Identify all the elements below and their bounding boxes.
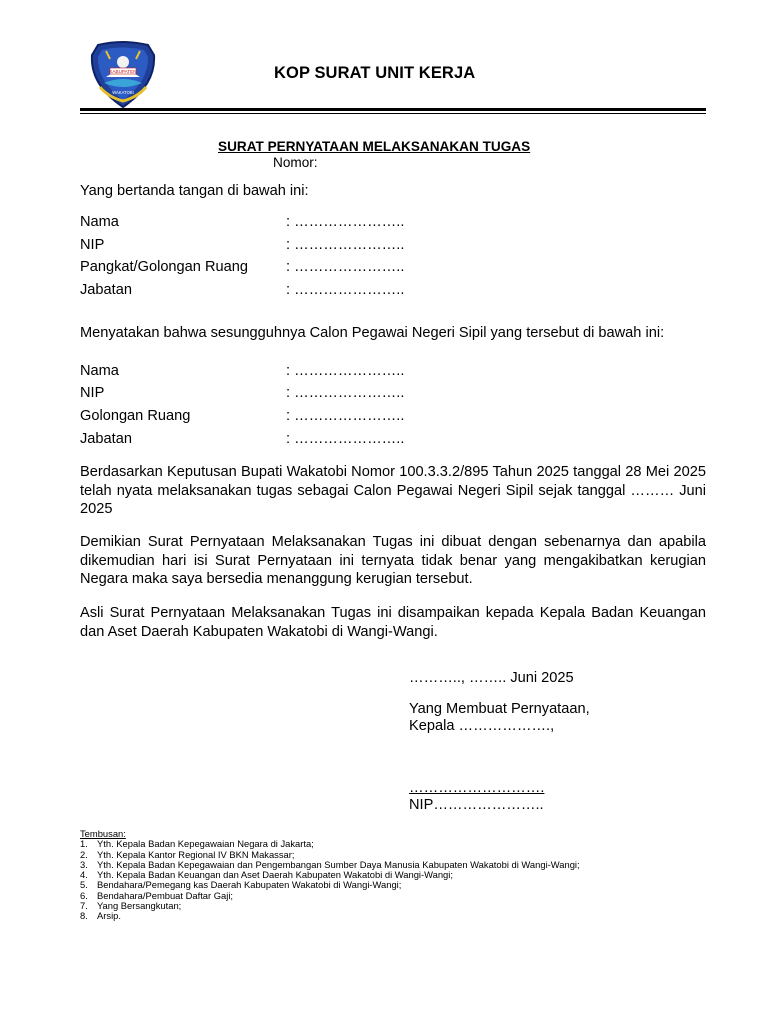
list-number: 7. bbox=[80, 900, 88, 912]
position-line: Kepala ………………., bbox=[409, 718, 555, 734]
list-text: Yth. Kepala Badan Kepegawaian Negara di Jakarta; bbox=[97, 838, 314, 850]
letterhead-rule-thick bbox=[80, 108, 706, 111]
list-number: 4. bbox=[80, 869, 88, 881]
list-number: 8. bbox=[80, 910, 88, 922]
crest-bottom-text: WAKATOBI bbox=[112, 90, 134, 95]
signer-nip-value: : ………………….. bbox=[286, 237, 405, 253]
regency-crest-icon bbox=[88, 41, 158, 109]
list-text: Yth. Kepala Kantor Regional IV BKN Makassar; bbox=[97, 848, 295, 860]
cpns-nip-label: NIP bbox=[80, 385, 105, 401]
maker-label: Yang Membuat Pernyataan, bbox=[409, 701, 590, 717]
list-number: 2. bbox=[80, 848, 88, 860]
list-text: Bendahara/Pemegang kas Daerah Kabupaten Wakatobi di Wangi-Wangi; bbox=[97, 879, 402, 891]
list-text: Yth. Kepala Badan Keuangan dan Aset Daerah Kabupaten Wakatobi di Wangi-Wangi; bbox=[97, 869, 453, 881]
list-item bbox=[80, 901, 580, 911]
cpns-name-value: : ………………….. bbox=[286, 363, 405, 379]
list-number: 6. bbox=[80, 889, 88, 901]
signer-name-value: : ………………….. bbox=[286, 214, 405, 230]
signer-position-value: : ………………….. bbox=[286, 282, 405, 298]
letterhead-rule-thin bbox=[80, 113, 706, 114]
list-number: 3. bbox=[80, 858, 88, 870]
crest-banner-text: KABUPATEN bbox=[109, 68, 137, 74]
cpns-rank-label: Golongan Ruang bbox=[80, 408, 191, 424]
signer-rank-value: : ………………….. bbox=[286, 259, 405, 275]
signer-name-label: Nama bbox=[80, 214, 119, 230]
letterhead-title: KOP SURAT UNIT KERJA bbox=[274, 64, 476, 82]
original-copy-paragraph: Asli Surat Pernyataan Melaksanakan Tugas ini disampaikan kepada Kepala Badan Keuangan dan Aset Daerah Kabupaten Wakatobi di Wangi-Wangi. bbox=[80, 605, 706, 640]
declaration-paragraph: Demikian Surat Pernyataan Melaksanakan Tugas ini dibuat dengan sebenarnya dan apabila dikemudian hari isi Surat Pernyataan ini ternyata tidak benar yang mengakibatkan kerugian Negara maka saya bersedia menanggung kerugian tersebut. bbox=[80, 534, 706, 587]
list-item bbox=[80, 911, 580, 921]
list-number: 5. bbox=[80, 879, 88, 891]
statement-text: Menyatakan bahwa sesungguhnya Calon Pegawai Negeri Sipil yang tersebut di bawah ini: bbox=[80, 325, 665, 341]
signer-rank-label: Pangkat/Golongan Ruang bbox=[80, 259, 248, 275]
cpns-name-label: Nama bbox=[80, 363, 119, 379]
list-text: Arsip. bbox=[97, 910, 121, 922]
signer-position-label: Jabatan bbox=[80, 282, 132, 298]
decision-paragraph: Berdasarkan Keputusan Bupati Wakatobi Nomor 100.3.3.2/895 Tahun 2025 tanggal 28 Mei 2025 telah nyata melaksanakan tugas sebagai Calon Pegawai Negeri Sipil sejak tanggal ……… Juni 2025 bbox=[80, 464, 706, 517]
intro-text: Yang bertanda tangan di bawah ini: bbox=[80, 183, 309, 199]
signature-nip-line: NIP………………….. bbox=[409, 797, 544, 813]
signature-name-line: ………………………. bbox=[409, 780, 545, 796]
list-number: 1. bbox=[80, 838, 88, 850]
cpns-position-value: : ………………….. bbox=[286, 431, 405, 447]
list-text: Yth. Kepala Badan Kepegawaian dan Pengembangan Sumber Daya Manusia Kabupaten Wakatobi di Wangi-Wangi; bbox=[97, 858, 580, 870]
list-text: Yang Bersangkutan; bbox=[97, 900, 182, 912]
letter-number: Nomor: bbox=[273, 155, 318, 170]
cpns-position-label: Jabatan bbox=[80, 431, 132, 447]
letter-title: SURAT PERNYATAAN MELAKSANAKAN TUGAS bbox=[218, 139, 531, 154]
cpns-nip-value: : ………………….. bbox=[286, 385, 405, 401]
carbon-copy-list bbox=[80, 829, 580, 922]
carbon-copy-heading: Tembusan: bbox=[80, 828, 126, 839]
signer-nip-label: NIP bbox=[80, 237, 105, 253]
cpns-rank-value: : ………………….. bbox=[286, 408, 405, 424]
list-text: Bendahara/Pembuat Daftar Gaji; bbox=[97, 889, 234, 901]
place-date: ……….., …….. Juni 2025 bbox=[409, 670, 574, 686]
